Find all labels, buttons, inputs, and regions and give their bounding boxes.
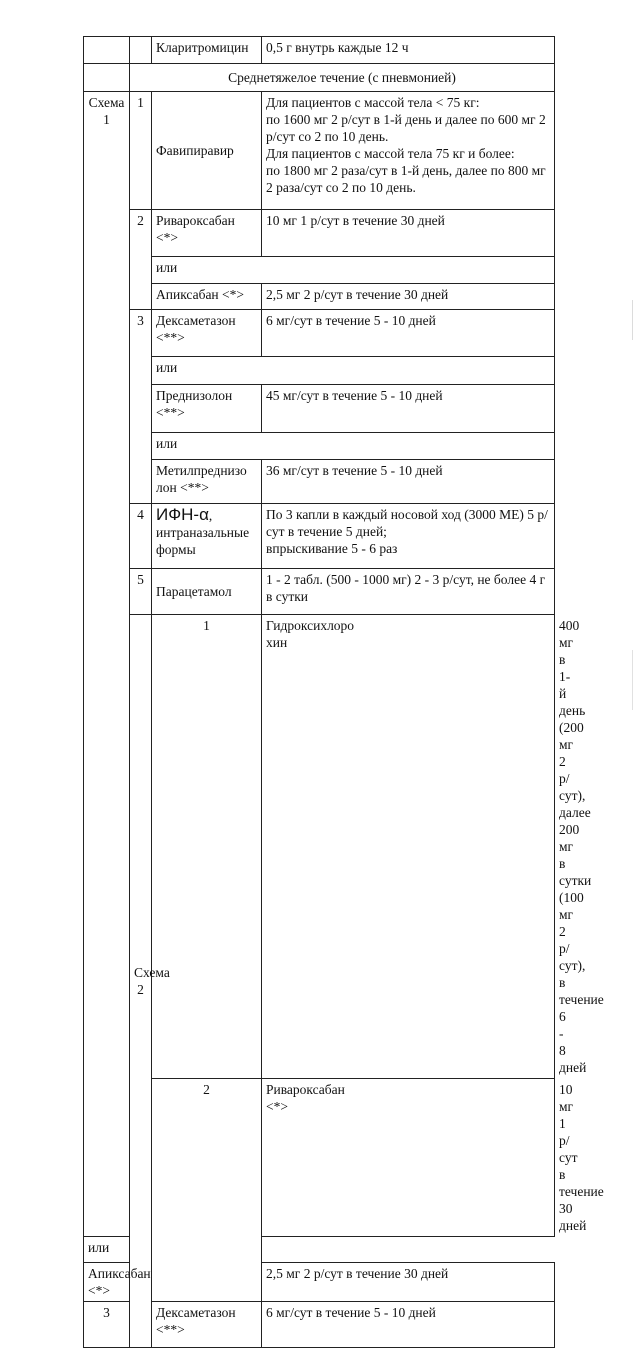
table-row [84, 284, 555, 310]
item-number: 1 [130, 92, 152, 210]
table-row: Схема 2 1 Гидроксихлоро хин 400 мг в 1-й день (200 мг 2 р/сут), далее 200 мг в сутки (100 мг 2 р/сут), в течение 6 - 8 дней [84, 615, 555, 1079]
dose-cell: 2,5 мг 2 р/сут в течение 30 дней [262, 284, 555, 310]
item-number: 5 [130, 569, 152, 615]
scheme-2-label: Схема 2 [130, 615, 152, 1348]
drug-cell: Дексаметазон <**> [152, 310, 262, 357]
dose-cell: 10 мг 1 р/сут в течение 30 дней [262, 210, 555, 257]
scan-artifact [632, 300, 633, 340]
dose-cell: 45 мг/сут в течение 5 - 10 дней [262, 385, 555, 433]
drug-cell: Гидроксихлоро хин [262, 615, 555, 1079]
dose-cell: 6 мг/сут в течение 5 - 10 дней [262, 1302, 555, 1348]
table-row [84, 569, 555, 615]
section-header: Среднетяжелое течение (с пневмонией) [130, 64, 555, 92]
table-row [84, 92, 555, 210]
table-row [84, 385, 555, 433]
table-row [84, 257, 555, 284]
dose-cell: По 3 капли в каждый носовой ход (3000 МЕ) 5 р/сут в течение 5 дней; впрыскивание 5 - 6 раз [262, 504, 555, 569]
drug-cell: Апиксабан <*> [152, 284, 262, 310]
scan-artifact [632, 650, 633, 710]
or-cell: или [152, 433, 555, 460]
dose-cell: 36 мг/сут в течение 5 - 10 дней [262, 460, 555, 504]
drug-cell: Дексаметазон <**> [152, 1302, 262, 1348]
table-row [84, 504, 555, 569]
drug-cell: Преднизолон <**> [152, 385, 262, 433]
ifn-alpha-label: ИФН-α [156, 505, 209, 524]
item-number: 3 [84, 1302, 130, 1348]
drug-cell: Метилпреднизо лон <**> [152, 460, 262, 504]
item-number: 2 [152, 1079, 262, 1302]
drug-cell: Кларитромицин [152, 37, 262, 64]
dose-cell: 2,5 мг 2 р/сут в течение 30 дней [262, 1263, 555, 1302]
table-row [84, 64, 555, 92]
treatment-table [83, 36, 604, 1348]
item-number: 3 [130, 310, 152, 504]
empty-cell [84, 37, 130, 64]
table-row [84, 210, 555, 257]
dose-cell: 1 - 2 табл. (500 - 1000 мг) 2 - 3 р/сут, не более 4 г в сутки [262, 569, 555, 615]
empty-cell [130, 37, 152, 64]
table-row [84, 310, 555, 357]
drug-cell: Ривароксабан <*> [262, 1079, 555, 1237]
drug-cell: Апиксабан <*> [84, 1263, 130, 1302]
dose-cell: 6 мг/сут в течение 5 - 10 дней [262, 310, 555, 357]
table-row [84, 1302, 555, 1348]
drug-cell: Парацетамол [152, 569, 262, 615]
scheme-1-label: Схема 1 [84, 92, 130, 1237]
table-row [84, 433, 555, 460]
table-row [84, 37, 555, 64]
drug-cell: Фавипиравир [152, 92, 262, 210]
or-cell: или [84, 1237, 152, 1263]
or-cell: или [152, 257, 555, 284]
item-number: 1 [152, 615, 262, 1079]
item-number: 4 [130, 504, 152, 569]
table-row [84, 357, 555, 385]
table-row [84, 460, 555, 504]
or-cell: или [152, 357, 555, 385]
table-row: 2 Ривароксабан <*> 10 мг 1 р/сут в течение 30 дней [84, 1079, 555, 1237]
drug-cell: Ривароксабан <*> [152, 210, 262, 257]
item-number: 2 [130, 210, 152, 310]
ifn-form-label: , интраназальные формы [156, 508, 250, 557]
dose-cell: 0,5 г внутрь каждые 12 ч [262, 37, 555, 64]
dose-cell: Для пациентов с массой тела < 75 кг: по 1600 мг 2 р/сут в 1-й день и далее по 600 мг 2 р/сут со 2 по 10 день. Для пациентов с массой тела 75 кг и более: по 1800 мг 2 раза/сут в 1-й день, далее по 800 мг 2 раза/сут со 2 по 10 день. [262, 92, 555, 210]
drug-cell [152, 504, 262, 569]
empty-cell [84, 64, 130, 92]
